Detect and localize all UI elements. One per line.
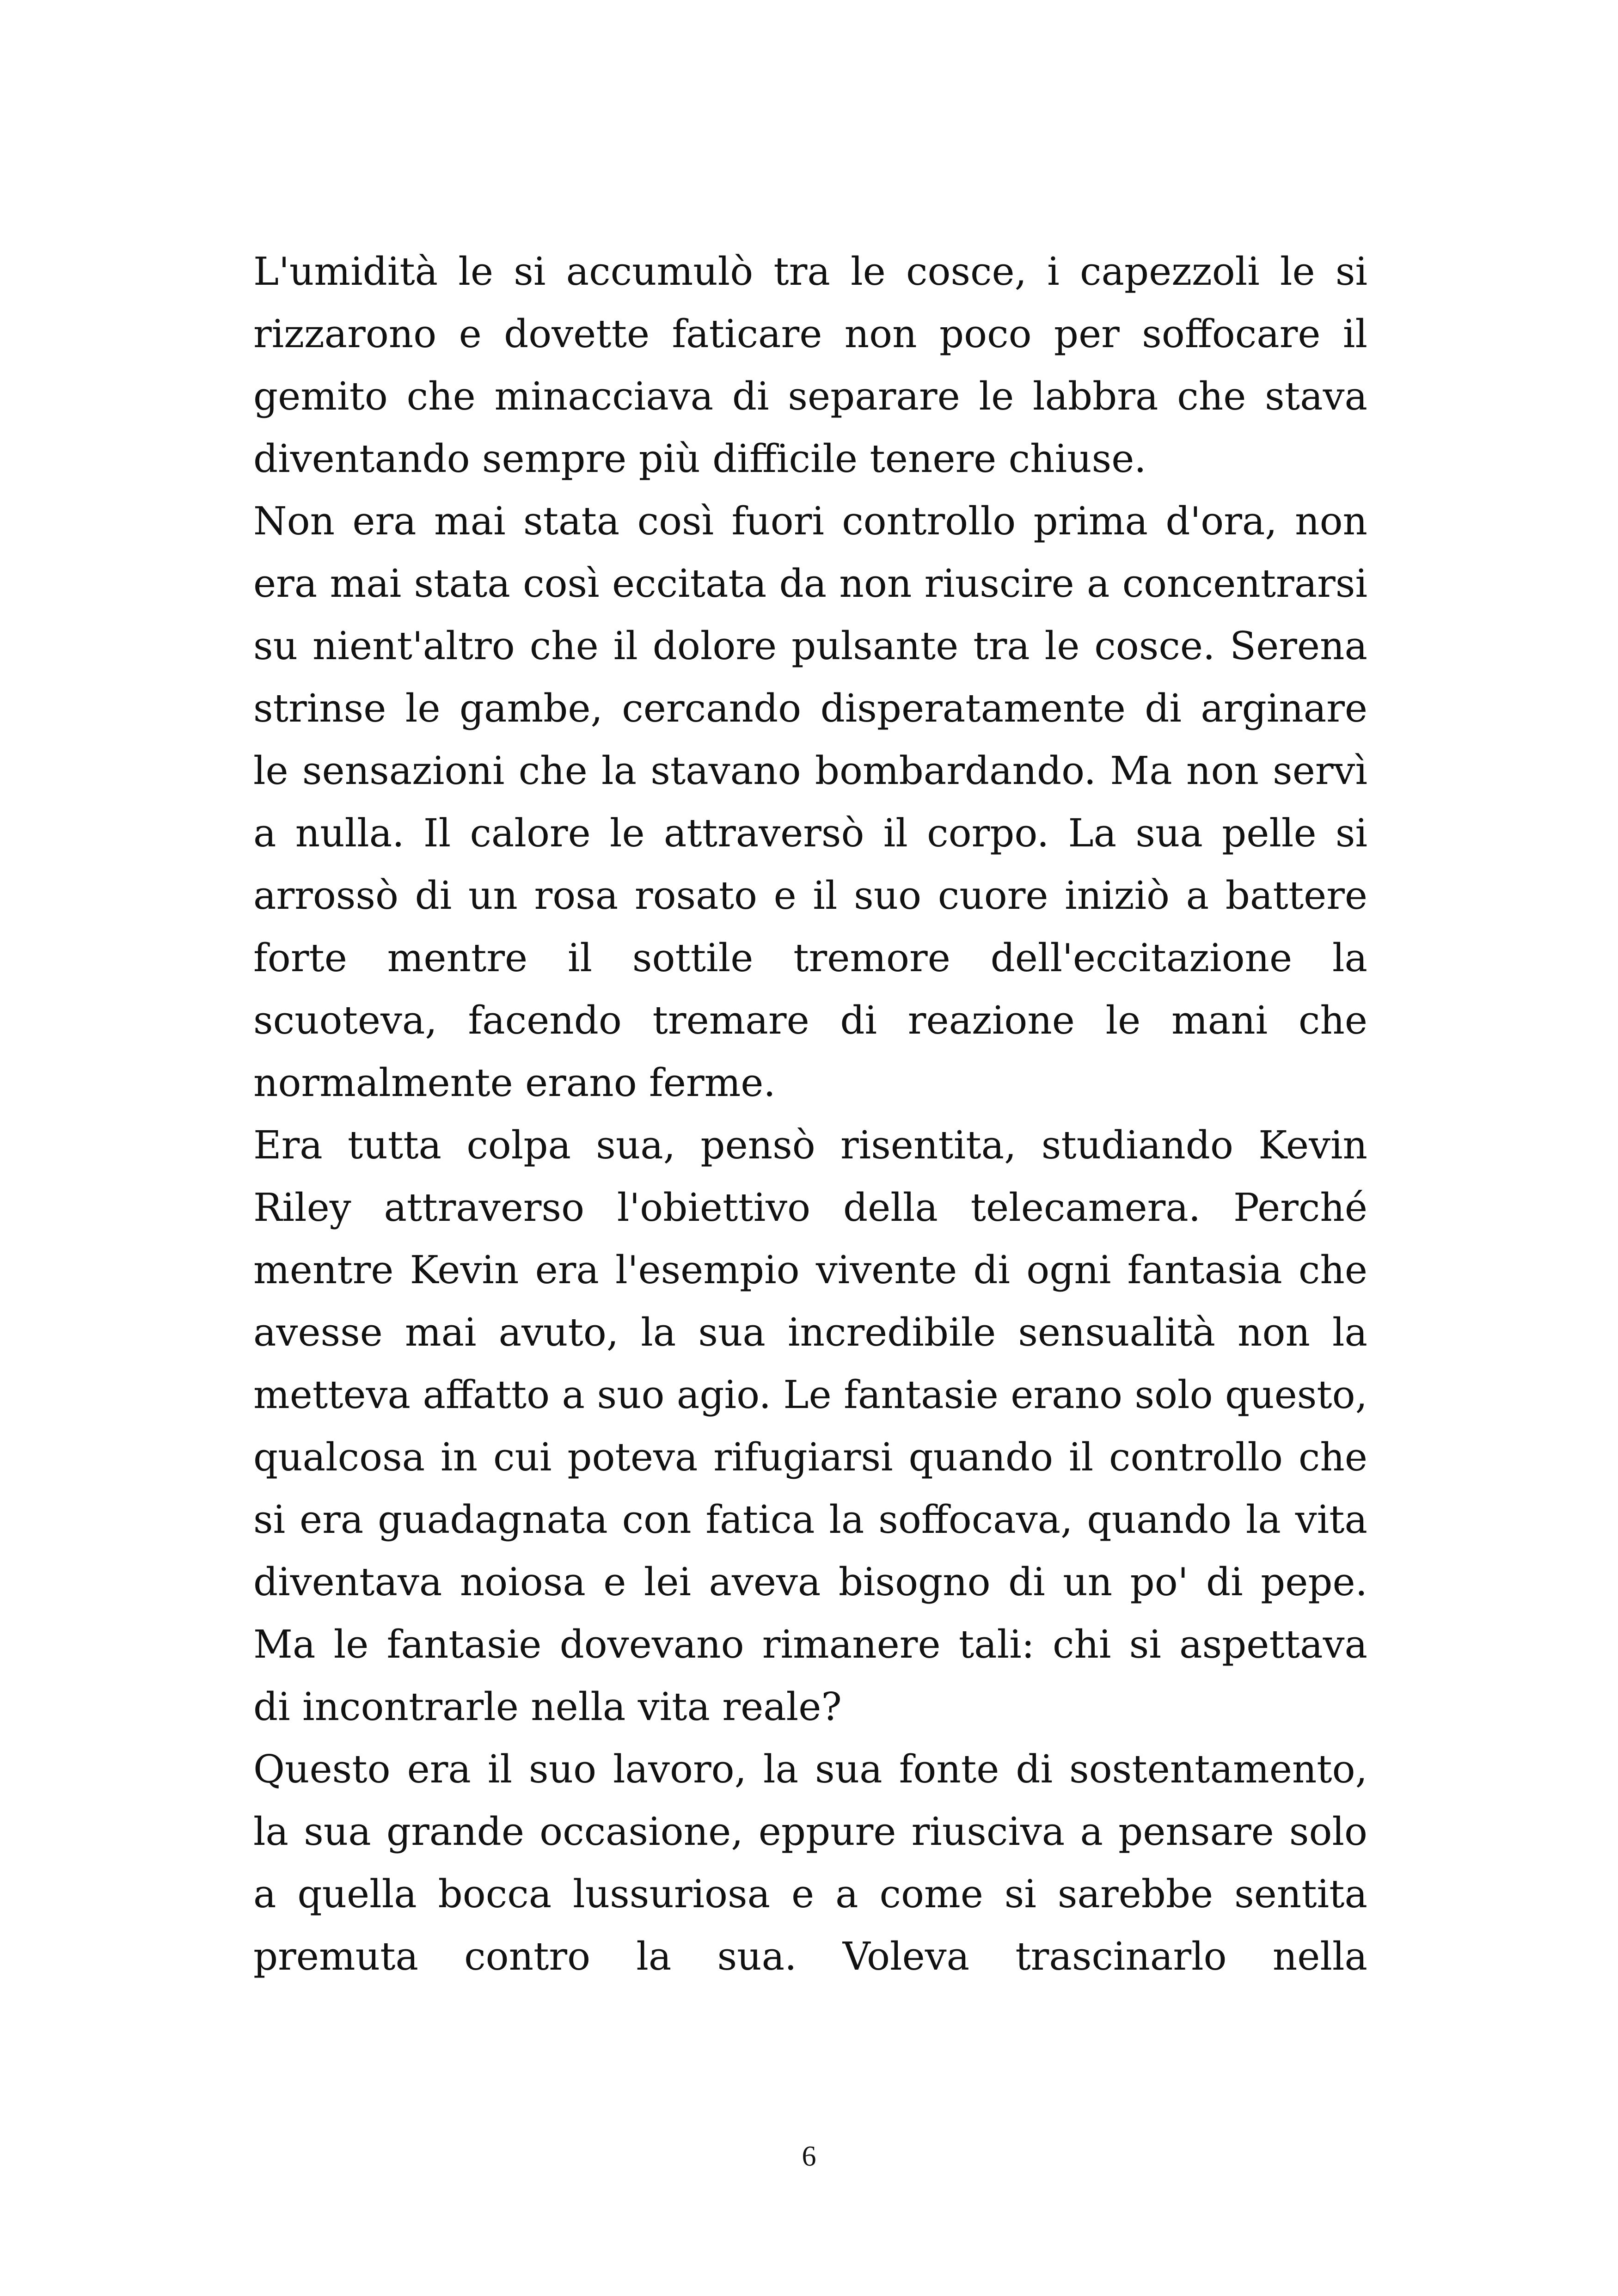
paragraph: Era tutta colpa sua, pensò risentita, studiando Kevin Riley attraverso l'obiettivo della telecamera. Perché mentre Kevin era l'esempio vivente di ogni fantasia che avesse mai avuto, la sua incredibile sensualità non la metteva affatto a suo agio. Le fantasie erano solo questo, qualcosa in cui poteva rifugiarsi quando il controllo che si era guadagnata con fatica la soffocava, quando la vita diventava noiosa e lei aveva bisogno di un po' di pepe. Ma le fantasie dovevano rimanere tali: chi si aspettava di incontrarle nella vita reale? — [253, 1123, 1367, 1729]
page-number: 6 — [802, 2141, 816, 2172]
paragraph: Non era mai stata così fuori controllo prima d'ora, non era mai stata così eccitata da non riuscire a concentrarsi su nient'altro che il dolore pulsante tra le cosce. Serena strinse le gambe, cercando disperatamente di arginare le sensazioni che la stavano bombardando. Ma non servì a nulla. Il calore le attraversò il corpo. La sua pelle si arrossò di un rosa rosato e il suo cuore iniziò a battere forte mentre il sottile tremore dell'eccitazione la scuoteva, facendo tremare di reazione le mani che normalmente erano ferme. — [253, 499, 1367, 1105]
paragraph: Questo era il suo lavoro, la sua fonte di sostentamento, la sua grande occasione, eppure riusciva a pensare solo a quella bocca lussuriosa e a come si sarebbe sentita premuta contro la sua. Voleva trascinarlo nella — [253, 1747, 1367, 1979]
body-text — [253, 240, 1367, 1988]
paragraph: L'umidità le si accumulò tra le cosce, i capezzoli le si rizzarono e dovette faticare non poco per soffocare il gemito che minacciava di separare le labbra che stava diventando sempre più difficile tenere chiuse. — [253, 249, 1367, 481]
